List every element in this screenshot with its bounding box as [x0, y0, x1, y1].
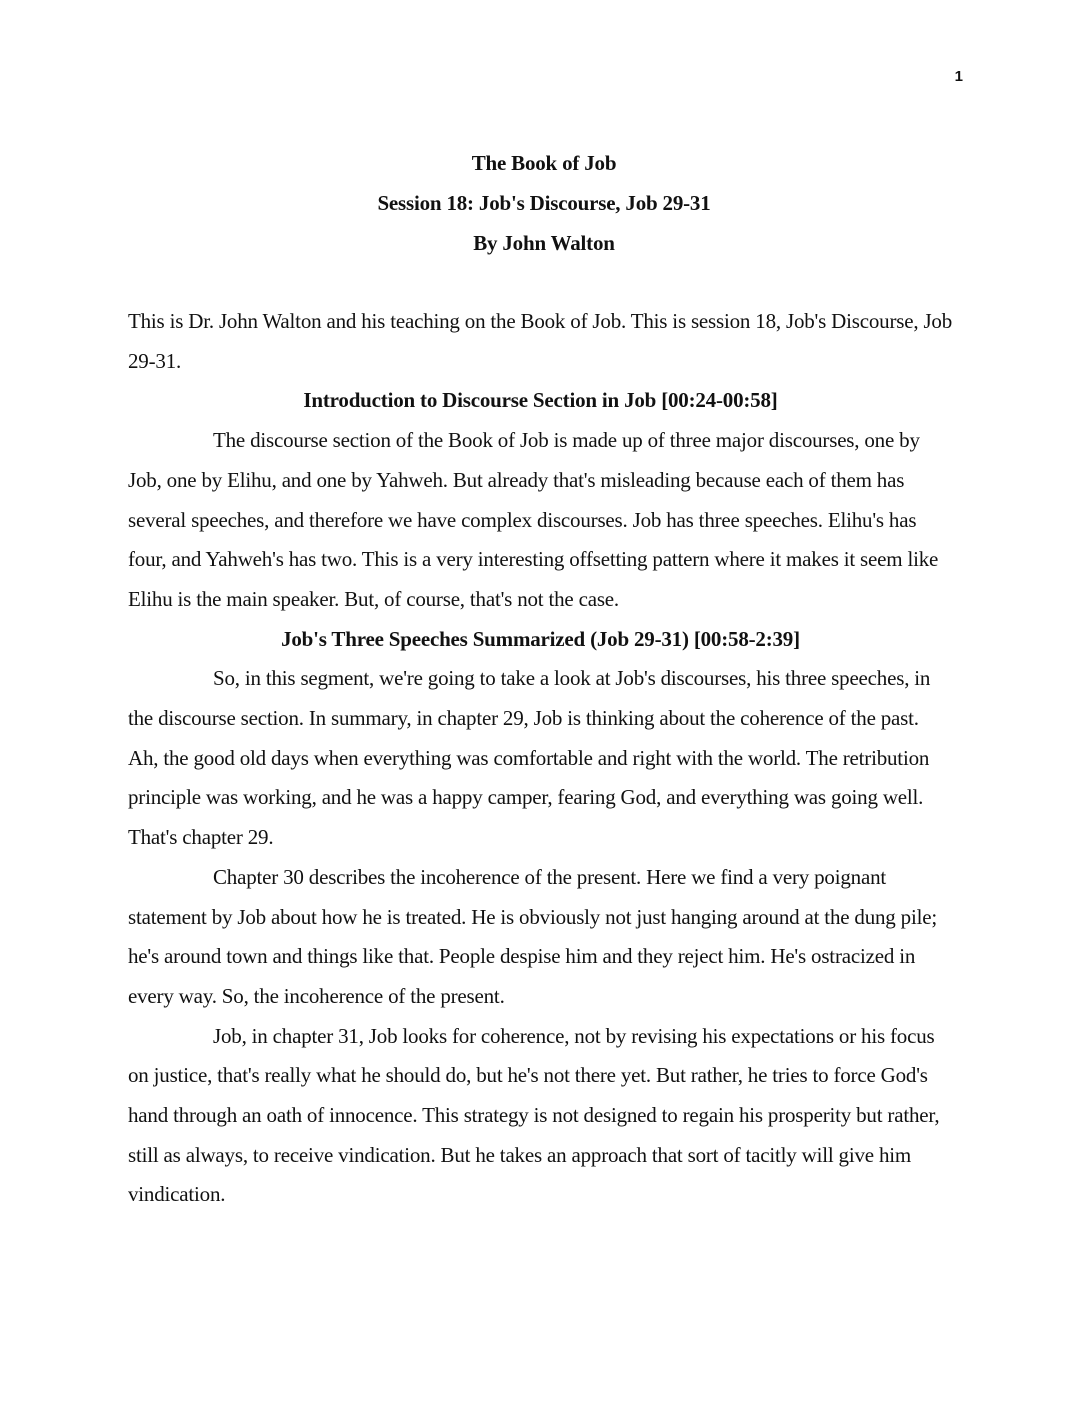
session-title: Session 18: Job's Discourse, Job 29-31: [377, 191, 711, 215]
body-paragraph: Chapter 30 describes the incoherence of the present. Here we find a very poignant statement by Job about how he is treated. He is obviously not just hanging around at the dung pile; he's around town and things like that. People despise him and they reject him. He's ostracized in every way. So, the incoherence of the present.: [128, 864, 937, 1008]
document-title: The Book of Job: [471, 151, 617, 175]
document-body: [128, 302, 953, 1215]
body-paragraph: So, in this segment, we're going to take a look at Job's discourses, his three speeches, in the discourse section. In summary, in chapter 29, Job is thinking about the coherence of the past. Ah, the good old days when everything was comfortable and right with the world. The retribution principle was working, and he was a happy camper, fearing God, and everything was going well. That's chapter 29.: [128, 666, 931, 850]
title-block: [0, 143, 1088, 263]
body-paragraph: The discourse section of the Book of Job is made up of three major discourses, one by Job, one by Elihu, and one by Yahweh. But already that's misleading because each of them has several speeches, and therefore we have complex discourses. Job has three speeches. Elihu's has four, and Yahweh's has two. This is a very interesting offsetting pattern where it makes it seem like Elihu is the main speaker. But, of course, that's not the case.: [128, 428, 939, 611]
body-paragraph: Job, in chapter 31, Job looks for coherence, not by revising his expectations or his focus on justice, that's really what he should do, but he's not there yet. But rather, he tries to force God's hand through an oath of innocence. This strategy is not designed to regain his prosperity but rather, still as always, to receive vindication. But he takes an approach that sort of tacitly will give him vindication.: [128, 1023, 940, 1207]
section-heading: Introduction to Discourse Section in Job [00:24-00:58]: [303, 388, 778, 413]
author-line: By John Walton: [473, 231, 615, 255]
page-number: 1: [954, 68, 963, 85]
section-heading: Job's Three Speeches Summarized (Job 29-31) [00:58-2:39]: [281, 626, 800, 651]
intro-paragraph: This is Dr. John Walton and his teaching on the Book of Job. This is session 18, Job's Discourse, Job 29-31.: [128, 309, 953, 373]
